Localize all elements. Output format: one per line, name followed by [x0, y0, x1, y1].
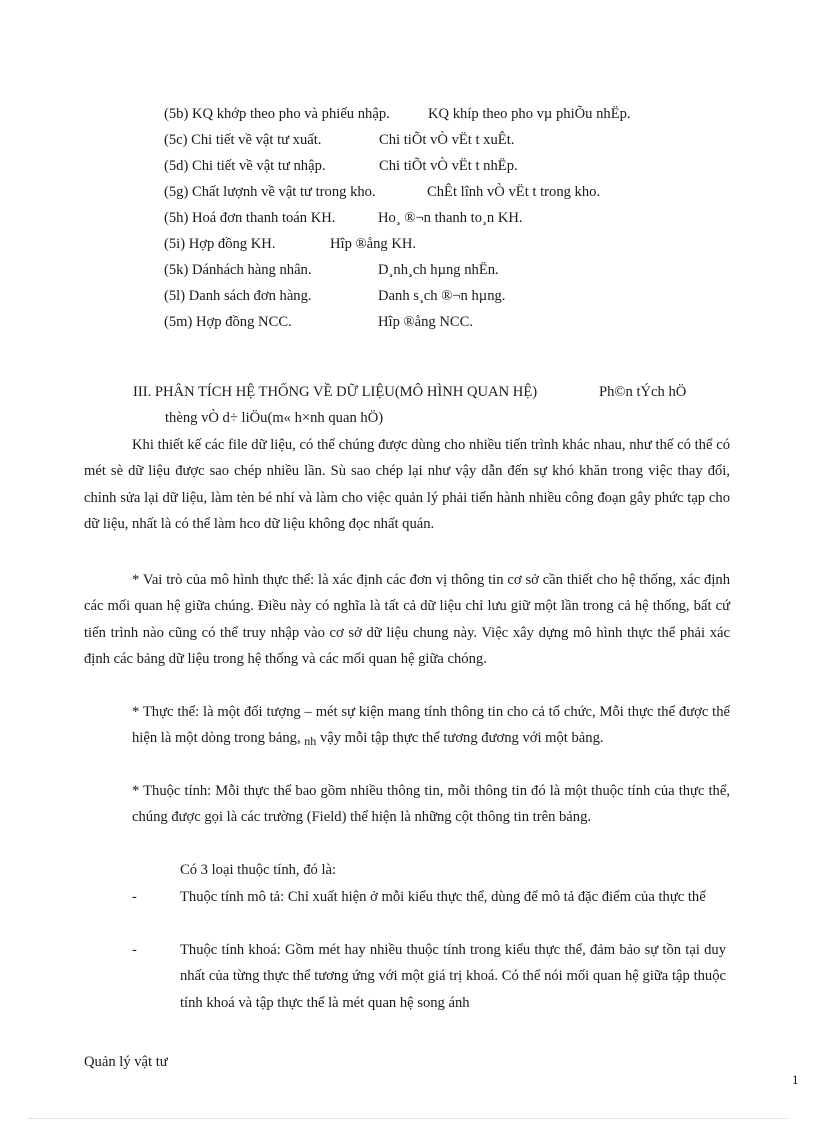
- paragraph: [132, 699, 730, 752]
- page-number: 1: [792, 1072, 799, 1087]
- paragraph-small-text: nh: [304, 734, 317, 749]
- bullet-text: Thuộc tính mô tả: Chỉ xuất hiện ở mỗi kiểu thực thể, dùng để mô tả đặc điểm của thực thể: [180, 889, 706, 905]
- bullet-text: Thuộc tính khoá: Gồm mét hay nhiều thuộc tính trong kiểu thực thể, đảm bảo sự tồn tại duy nhất của từng thực thể tương ứng với một giá trị khoá. Có thể nói mối quan hệ giữa tập thuộc tính khoá và tập thực thể là mét quan hệ song ánh: [180, 942, 726, 1011]
- paragraph: * Thuộc tính: Mỗi thực thể bao gồm nhiều thông tin, mỗi thông tin đó là một thuộc tính của thực thể, chúng được gọi là các trường (Field) thể hiện là những cột thông tin trên bảng.: [132, 783, 730, 826]
- list-item-garbled: Chi tiÕt vÒ vËt t nhËp.: [379, 158, 518, 174]
- list-item-garbled: Hîp ®ång NCC.: [378, 314, 474, 330]
- bullet-dash: -: [132, 889, 137, 905]
- paragraph: * Vai trò của mô hình thực thể: là xác định các đơn vị thông tin cơ sở cần thiết cho hệ thống, xác định các mối quan hệ giữa chúng. Điều này có nghĩa là tất cả dữ liệu chỉ lưu giữ một lần trong cả hệ thống, bất cứ tiến trình nào cũng có thể truy nhập vào cơ sở dữ liệu chung này. Việc xây dựng mô hình thực thể phải xác định các bảng dữ liệu trong hệ thống và các mối quan hệ giữa chóng.: [84, 572, 730, 668]
- list-item-garbled: Danh s¸ch ®¬n hµng.: [378, 288, 506, 304]
- list-item-label: (5k) Dánhách hàng nhân.: [164, 262, 312, 278]
- list-item-label: (5m) Hợp đồng NCC.: [164, 314, 292, 330]
- paragraph: Có 3 loại thuộc tính, đó là:: [180, 862, 337, 878]
- list-item-garbled: ChÊt lînh vÒ vËt t trong kho.: [427, 184, 601, 200]
- section-heading-text: III. PHÂN TÍCH HỆ THỐNG VỀ DỮ LIỆU(MÔ HÌNH QUAN HỆ): [133, 384, 538, 400]
- paragraph-text: * Thực thể: là một đối tượng – mét sự kiện mang tính thông tin cho cả tổ chức, Mỗi thực thể được thể hiện là một dòng trong bảng,: [132, 704, 730, 747]
- list-item-label: (5d) Chi tiết về vật tư nhập.: [164, 158, 326, 174]
- list-item-garbled: Hîp ®ång KH.: [330, 236, 417, 252]
- list-item-garbled: Chi tiÕt vÒ vËt t xuÊt.: [379, 132, 515, 148]
- paragraph: Khi thiết kế các file dữ liệu, có thể chúng được dùng cho nhiều tiến trình khác nhau, như thế có thể có mét sè dữ liệu được sao chép nhiều lần. Sù sao chép lại như vậy dẫn đến sự khó khăn trong việc thay đổi, chỉnh sửa lại dữ liệu, làm tèn bé nhí và làm cho việc quản lý phải tiến hành nhiều công đoạn gây phức tạp cho dữ liệu, nhất là có thể làm hco dữ liệu không đọc nhất quán.: [84, 437, 730, 533]
- list-item-label: (5b) KQ khớp theo pho và phiếu nhập.: [164, 106, 390, 122]
- list-item-label: (5g) Chất lượnh về vật tư trong kho.: [164, 184, 376, 200]
- list-item-label: (5c) Chi tiết về vật tư xuất.: [164, 132, 322, 148]
- list-item-label: (5h) Hoá đơn thanh toán KH.: [164, 210, 336, 226]
- list-item-garbled: KQ khíp theo pho vµ phiÕu nhËp.: [428, 106, 631, 122]
- bullet-dash: -: [132, 942, 137, 958]
- section-heading-continuation: thèng vÒ d÷ liÖu(m« h×nh quan hÖ): [165, 410, 384, 426]
- page-footer: Quản lý vật tư: [84, 1054, 168, 1070]
- paragraph-text: vậy mỗi tập thực thể tương đương với một bảng.: [319, 730, 604, 747]
- list-item-label: (5l) Danh sách đơn hàng.: [164, 288, 312, 304]
- list-item-garbled: Ho¸ ®¬n thanh to¸n KH.: [378, 210, 523, 226]
- section-heading-garbled: Ph©n tÝch hÖ: [599, 384, 687, 400]
- list-item-label: (5i) Hợp đồng KH.: [164, 236, 276, 252]
- list-item-garbled: D¸nh¸ch hµng nhËn.: [378, 262, 499, 278]
- page-bottom-divider: [28, 1118, 788, 1119]
